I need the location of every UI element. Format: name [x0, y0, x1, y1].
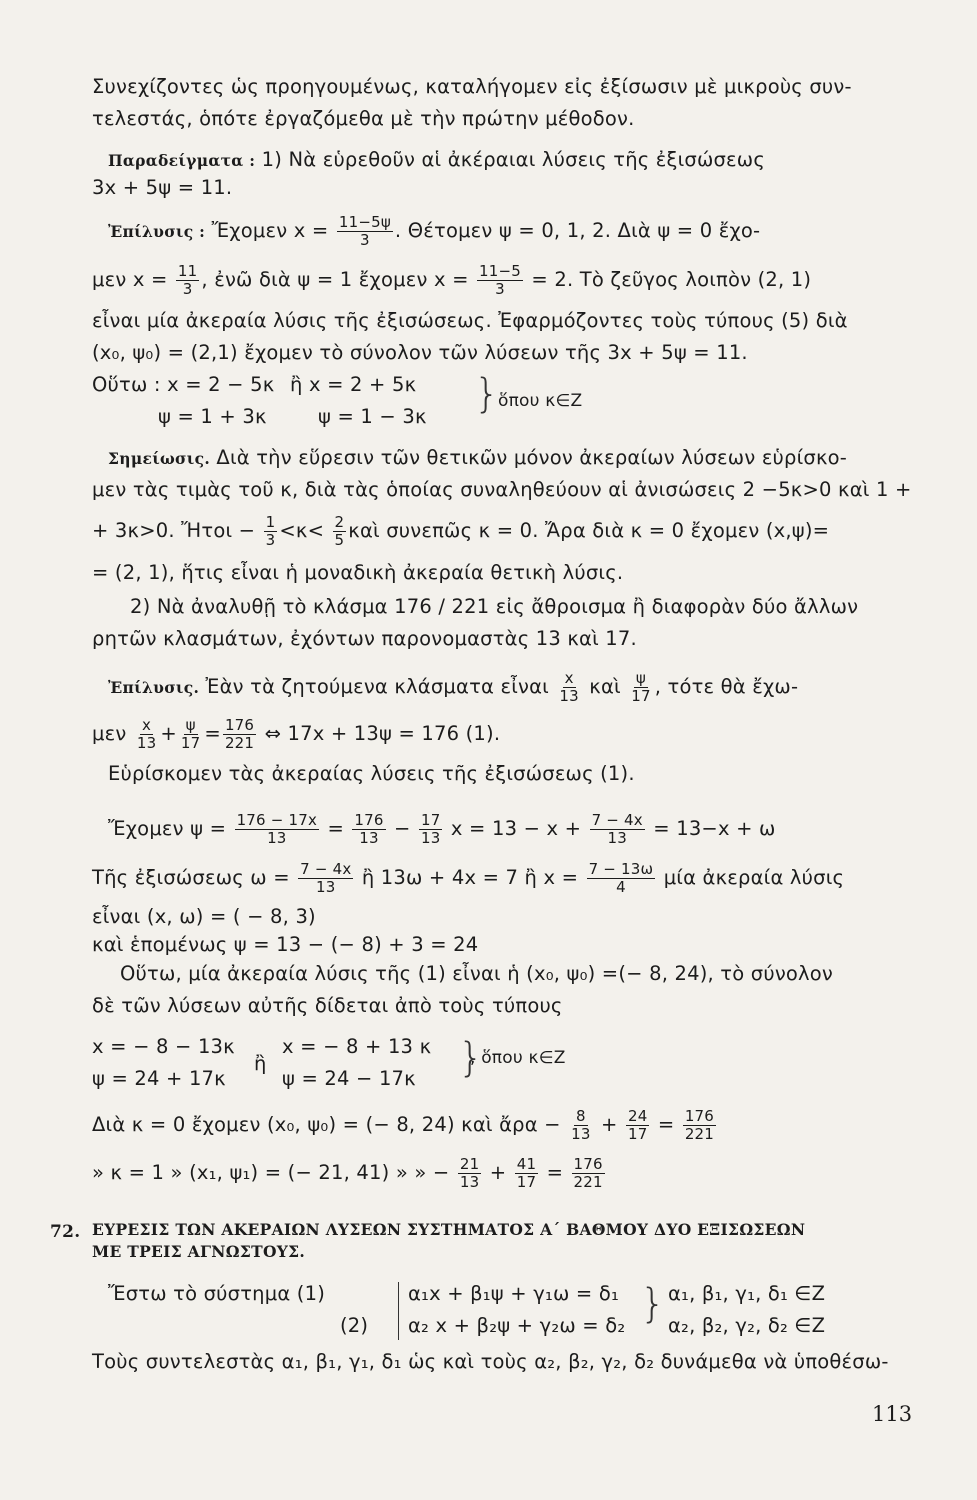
- text-line: ψ = 1 + 3κ: [158, 405, 267, 428]
- fraction: $\frac{x}{13}$: [136, 716, 157, 752]
- fraction: $\frac{\psi}{17}$: [180, 716, 201, 752]
- text-line: , ὅπου κ∈Z: [470, 1048, 566, 1068]
- text-line: x = − 8 + 13 κ: [282, 1035, 432, 1058]
- text-line: Τῆς ἐξισώσεως ω = $\frac{7 - 4x}{13}$ ἢ 13ω + 4x = 7 ἢ x = $\frac{7 - 13\omega}{4}$ μία ἀκεραία λύσις: [92, 860, 845, 896]
- text-line: Παραδείγματα : 1) Νὰ εὑρεθοῦν αἱ ἀκέραιαι λύσεις τῆς ἐξισώσεως: [108, 148, 765, 171]
- text-line: Τοὺς συντελεστὰς α₁, β₁, γ₁, δ₁ ὡς καὶ τοὺς α₂, β₂, γ₂, δ₂ δυνάμεθα νὰ ὑποθέσω-: [92, 1350, 889, 1373]
- text-line: τελεστάς, ὁπότε ἐργαζόμεθα μὲ τὴν πρώτην μέθοδον.: [92, 107, 635, 130]
- fraction: $\frac{41}{17}$: [516, 1155, 537, 1191]
- text-line: Οὕτω : x = 2 − 5κ: [92, 373, 275, 396]
- right-brace: }: [458, 1035, 484, 1081]
- text-line: εἶναι μία ἀκεραία λύσις τῆς ἐξισώσεως. Ἐφαρμόζοντες τοὺς τύπους (5) διὰ: [92, 309, 848, 332]
- text-line: Οὕτω, μία ἀκεραία λύσις τῆς (1) εἶναι ἡ (x₀, ψ₀) =(− 8, 24), τὸ σύνολον: [120, 962, 834, 985]
- text-line: Ἐπίλυσις. Ἐὰν τὰ ζητούμενα κλάσματα εἶναι $\frac{x}{13}$ καὶ $\frac{\psi}{17}$ , τότε θὰ ἔχω-: [108, 669, 799, 705]
- right-brace: }: [474, 371, 500, 417]
- fraction: $\frac{8}{13}$: [571, 1107, 591, 1143]
- text-line: ρητῶν κλασμάτων, ἐχόντων παρονομαστὰς 13 καὶ 17.: [92, 627, 637, 650]
- text-line: 2) Νὰ ἀναλυθῇ τὸ κλάσμα 176 / 221 εἰς ἄθροισμα ἢ διαφορὰν δύο ἄλλων: [130, 595, 859, 618]
- fraction: $\frac{1}{3}$: [265, 513, 276, 549]
- page-number: 113: [872, 1402, 913, 1426]
- fraction: $\frac{7 - 4x}{13}$: [300, 860, 352, 896]
- right-brace: }: [640, 1281, 666, 1327]
- fraction: $\frac{11}{3}$: [177, 262, 198, 298]
- fraction: $\frac{7 - 4x}{13}$: [591, 811, 643, 847]
- fraction: $\frac{176}{221}$: [684, 1107, 715, 1143]
- text-line: Ἔχομεν ψ = $\frac{176 - 17x}{13}$ = $\frac{176}{13}$ − $\frac{17}{13}$ x = 13 − x + $\frac{7 - 4x}{13}$ = 13−x + ω: [108, 811, 776, 847]
- text-line: (x₀, ψ₀) = (2,1) ἔχομεν τὸ σύνολον τῶν λύσεων τῆς 3x + 5ψ = 11.: [92, 341, 748, 364]
- fraction: $\frac{24}{17}$: [627, 1107, 648, 1143]
- text-line: α₁x + β₁ψ + γ₁ω = δ₁: [408, 1282, 619, 1305]
- text-line: μεν x = $\frac{11}{3}$ , ἐνῶ διὰ ψ = 1 ἔχομεν x = $\frac{11-5}{3}$ = 2. Τὸ ζεῦγος λοιπὸν (2, 1): [92, 262, 812, 298]
- section-heading: ΜΕ ΤΡΕΙΣ ΑΓΝΩΣΤΟΥΣ.: [92, 1242, 306, 1261]
- fraction: $\frac{2}{5}$: [334, 513, 345, 549]
- examples-heading: Παραδείγματα :: [108, 151, 256, 170]
- text-line: » κ = 1 » (x₁, ψ₁) = (− 21, 41) » » − $\frac{21}{13}$ + $\frac{41}{17}$ = $\frac{176}{221}$: [92, 1155, 603, 1191]
- text-line: α₂ x + β₂ψ + γ₂ω = δ₂: [408, 1314, 626, 1337]
- section-number: 72.: [50, 1222, 81, 1242]
- fraction: $\frac{176 - 17x}{13}$: [236, 811, 318, 847]
- text-line: ψ = 24 − 17κ: [282, 1067, 416, 1090]
- text-line: Ἐπίλυσις : Ἔχομεν x = $\frac{11-5\psi}{3}$ . Θέτομεν ψ = 0, 1, 2. Διὰ ψ = 0 ἔχο-: [108, 213, 761, 249]
- text-line: ὅπου κ∈Z: [498, 391, 583, 411]
- fraction: $\frac{\psi}{17}$: [631, 669, 651, 705]
- text-line: μεν τὰς τιμὰς τοῦ κ, διὰ τὰς ὁποίας συναληθεύουν αἱ ἀνισώσεις 2 −5κ>0 καὶ 1 +: [92, 478, 912, 501]
- text-line: ἢ: [254, 1052, 267, 1075]
- text-line: = (2, 1), ἥτις εἶναι ἡ μοναδικὴ ἀκεραία θετικὴ λύσις.: [92, 561, 624, 584]
- text-line: εἶναι (x, ω) = ( − 8, 3): [92, 905, 316, 928]
- text-line: Ἔστω τὸ σύστημα (1): [108, 1282, 325, 1305]
- fraction: $\frac{176}{13}$: [354, 811, 384, 847]
- text-line: δὲ τῶν λύσεων αὐτῆς δίδεται ἀπὸ τοὺς τύπους: [92, 994, 563, 1017]
- text-line: ψ = 24 + 17κ: [92, 1067, 226, 1090]
- note-heading: Σημείωσις.: [108, 449, 211, 468]
- fraction: $\frac{x}{13}$: [559, 669, 579, 705]
- solution-heading: Ἐπίλυσις :: [108, 222, 206, 241]
- text-line: (2): [340, 1314, 369, 1337]
- text-line: Συνεχίζοντες ὡς προηγουμένως, καταλήγομεν εἰς ἐξίσωσιν μὲ μικροὺς συν-: [92, 75, 852, 98]
- text-line: Διὰ κ = 0 ἔχομεν (x₀, ψ₀) = (− 8, 24) καὶ ἄρα − $\frac{8}{13}$ + $\frac{24}{17}$ = $\frac{176}{221}$: [92, 1107, 715, 1143]
- fraction: $\frac{17}{13}$: [420, 811, 441, 847]
- text-line: ἢ x = 2 + 5κ: [290, 373, 417, 396]
- text-line: Εὑρίσκομεν τὰς ἀκεραίας λύσεις τῆς ἐξισώσεως (1).: [108, 762, 635, 785]
- text-line: καὶ ἑπομένως ψ = 13 − (− 8) + 3 = 24: [92, 933, 479, 956]
- section-heading: ΕΥΡΕΣΙΣ ΤΩΝ ΑΚΕΡΑΙΩΝ ΛΥΣΕΩΝ ΣΥΣΤΗΜΑΤΟΣ Α΄ ΒΑΘΜΟΥ ΔΥΟ ΕΞΙΣΩΣΕΩΝ: [92, 1220, 806, 1239]
- text-line: + 3κ>0. Ἤτοι − $\frac{1}{3}$ <κ< $\frac{2}{5}$ καὶ συνεπῶς κ = 0. Ἄρα διὰ κ = 0 ἔχομεν (x,ψ)=: [92, 513, 830, 549]
- text-line: x = − 8 − 13κ: [92, 1035, 235, 1058]
- fraction: $\frac{7 - 13\omega}{4}$: [588, 860, 654, 896]
- text-line: α₂, β₂, γ₂, δ₂ ∈Z: [668, 1314, 826, 1337]
- fraction: $\frac{11-5}{3}$: [479, 262, 522, 298]
- fraction: $\frac{11-5\psi}{3}$: [338, 213, 391, 249]
- fraction: $\frac{176}{221}$: [573, 1155, 603, 1191]
- fraction: $\frac{176}{221}$: [224, 716, 255, 752]
- text-line: μεν $\frac{x}{13}$ + $\frac{\psi}{17}$ = $\frac{176}{221}$ ⇔ 17x + 13ψ = 176 (1).: [92, 716, 501, 752]
- fraction: $\frac{21}{13}$: [459, 1155, 480, 1191]
- solution-heading: Ἐπίλυσις.: [108, 678, 200, 697]
- text-line: Σημείωσις. Διὰ τὴν εὕρεσιν τῶν θετικῶν μόνον ἀκεραίων λύσεων εὑρίσκο-: [108, 446, 848, 469]
- system-left-bar: [398, 1282, 399, 1340]
- text-line: α₁, β₁, γ₁, δ₁ ∈Z: [668, 1282, 826, 1305]
- text-line: 3x + 5ψ = 11.: [92, 176, 233, 199]
- text-line: ψ = 1 − 3κ: [318, 405, 427, 428]
